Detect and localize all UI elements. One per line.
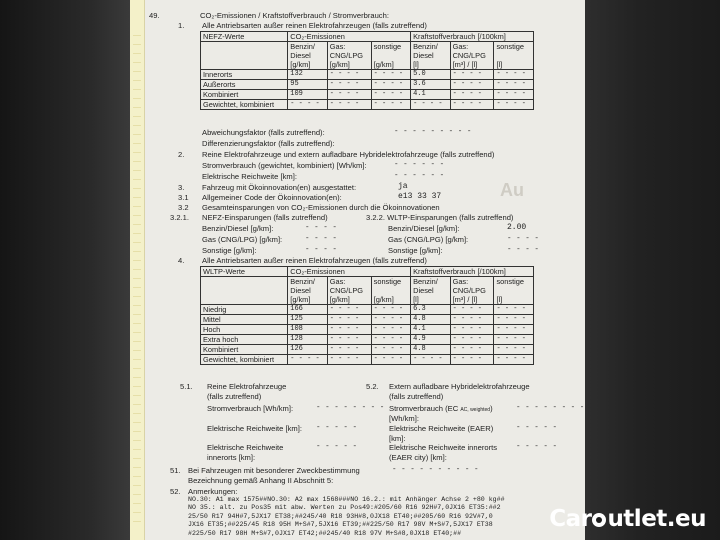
oeko-code-value: e13 33 37 [398, 192, 442, 201]
wltp-values-table [200, 266, 534, 365]
stromverbrauch-value: - - - - - - [394, 161, 445, 169]
ev-stromverbrauch-value: - - - - - - - - [316, 404, 385, 412]
section-3-number: 3. [178, 183, 185, 192]
ev-reichweite-innerorts-value: - - - - - [316, 443, 358, 451]
nefz-cell: - - - - [327, 90, 371, 100]
ev-stromverbrauch-label: Stromverbrauch [Wh/km]: [207, 404, 294, 413]
wltp-cell: 4.8 [411, 315, 450, 325]
einsp-right-value: 2.00 [507, 223, 527, 232]
wltp-cell: - - - - [450, 355, 494, 365]
wltp-cell: - - - - [450, 305, 494, 315]
section-4-number: 4. [178, 256, 185, 265]
abweichungsfaktor-value: - - - - - - - - - [394, 128, 472, 136]
nefz-cell: 95 [288, 80, 327, 90]
wltp-cell: - - - - [494, 305, 534, 315]
anmerkungen-label: Anmerkungen: [188, 487, 238, 496]
einsp-right-value: - - - - [507, 246, 539, 254]
nefz-row [201, 90, 534, 100]
section-5-2-title: Extern aufladbare Hybridelektrofahrzeuge [389, 382, 530, 391]
wltp-cell: 108 [288, 325, 327, 335]
nefz-cell: - - - - [371, 100, 410, 110]
section-5-2-number: 5.2. [366, 382, 379, 391]
background-left [0, 0, 130, 540]
nefz-col-sonstige-l: sonstige [l] [494, 42, 534, 70]
nefz-cell: - - - - [327, 80, 371, 90]
nefz-cell: 4.1 [411, 90, 450, 100]
wltp-cell: - - - - [327, 325, 371, 335]
wltp-cell: - - - - [288, 355, 327, 365]
document-page [130, 0, 585, 540]
zweckbestimmung-label: Bei Fahrzeugen mit besonderer Zweckbestimmung [188, 466, 360, 475]
einsp-left-label: Sonstige [g/km]: [202, 246, 257, 255]
wltp-cell: - - - - [327, 315, 371, 325]
wltp-cell: - - - - [494, 325, 534, 335]
wltp-col-sonstige-l: sonstige [l] [494, 277, 534, 305]
wltp-row [201, 345, 534, 355]
wltp-row-label: Hoch [201, 325, 288, 335]
section-52-number: 52. [170, 487, 181, 496]
ev-reichweite-innerorts-unit: innerorts [km]: [207, 453, 256, 462]
einsp-left-value: - - - - [305, 246, 337, 254]
wltp-cell: - - - - [450, 325, 494, 335]
wltp-cell: - - - - [371, 335, 410, 345]
phev-stromverbrauch-unit: [Wh/km]: [389, 414, 419, 423]
wltp-cell: - - - - [327, 345, 371, 355]
wltp-cell: 166 [288, 305, 327, 315]
nefz-einsparungen-label: NEFZ-Einsparungen (falls zutreffend) [202, 213, 328, 222]
nefz-cell: - - - - [494, 70, 534, 80]
nefz-col-gas-l: Gas: CNG/LPG [m³] / [l] [450, 42, 494, 70]
bezeichnung-label: Bezeichnung gemäß Anhang II Abschnitt 5: [188, 476, 334, 485]
nefz-co2-header: CO₂-Emissionen [288, 32, 411, 42]
phev-reichweite-innerorts-label: Elektrische Reichweite innerorts [389, 443, 498, 452]
section-5-1-number: 5.1. [180, 382, 193, 391]
wltp-cell: 4.1 [411, 325, 450, 335]
section-3-1-number: 3.1 [178, 193, 189, 202]
einsp-right-value: - - - - [507, 235, 539, 243]
wltp-cell: - - - - [371, 325, 410, 335]
nefz-col-benzin-l: Benzin/ Diesel [l] [411, 42, 450, 70]
nefz-row [201, 70, 534, 80]
section-49-1-title: Alle Antriebsarten außer reinen Elektrofahrzeugen (falls zutreffend) [202, 21, 427, 30]
nefz-row-label: Innerorts [201, 70, 288, 80]
wltp-cell: 125 [288, 315, 327, 325]
section-49-number: 49. [149, 11, 160, 20]
wltp-cell: - - - - [371, 345, 410, 355]
oekoinnovation-value: ja [398, 182, 408, 191]
phev-reichweite-label: Elektrische Reichweite (EAER) [389, 424, 494, 433]
section-3-2-1-number: 3.2.1. [170, 213, 189, 222]
section-5-1-title: Reine Elektrofahrzeuge [207, 382, 287, 391]
nefz-corner: NEFZ-Werte [201, 32, 288, 42]
stromverbrauch-label: Stromverbrauch (gewichtet, kombiniert) [Wh/km]: [202, 161, 367, 170]
wltp-row [201, 335, 534, 345]
anmerkungen-line: JX16 ET35;##225/45 R18 95H M+S#7,5JX16 ET39;##225/50 R17 98V M+S#7,5JX17 ET38 [188, 521, 493, 529]
einsp-left-label: Benzin/Diesel [g/km]: [202, 224, 274, 233]
wltp-cell: - - - - [371, 305, 410, 315]
ev-reichweite-label: Elektrische Reichweite [km]: [207, 424, 302, 433]
wltp-co2-header: CO₂-Emissionen [288, 267, 411, 277]
anmerkungen-line: NO 35.: alt. zu Pos35 mit abw. Werten zu Pos49:#205/60 R16 92H#7,0JX16 ET35:##2 [188, 504, 501, 512]
ev-reichweite-innerorts-label: Elektrische Reichweite [207, 443, 284, 452]
nefz-row-label: Außerorts [201, 80, 288, 90]
wltp-cell: - - - - [494, 315, 534, 325]
wltp-cell: - - - - [327, 355, 371, 365]
nefz-cell: - - - - [327, 100, 371, 110]
zweckbestimmung-value: - - - - - - - - - - [392, 466, 479, 474]
wltp-cell: - - - - [371, 315, 410, 325]
wltp-cell: - - - - [327, 335, 371, 345]
section-2-number: 2. [178, 150, 185, 159]
wltp-cell: - - - - [450, 345, 494, 355]
wltp-col-gas-g: Gas: CNG/LPG [g/km] [327, 277, 371, 305]
wltp-row-label: Niedrig [201, 305, 288, 315]
section-4-title: Alle Antriebsarten außer reinen Elektrofahrzeugen (falls zutreffend) [202, 256, 427, 265]
wltp-row-label: Gewichtet, kombiniert [201, 355, 288, 365]
nefz-cell: 109 [288, 90, 327, 100]
wltp-col-benzin-l: Benzin/ Diesel [l] [411, 277, 450, 305]
wltp-column-header-row [201, 277, 534, 305]
section-5-1-subtitle: (falls zutreffend) [207, 392, 262, 401]
nefz-row [201, 100, 534, 110]
nefz-row-label: Gewichtet, kombiniert [201, 100, 288, 110]
section-2-title: Reine Elektrofahrzeuge und extern aufladbare Hybridelektrofahrzeuge (falls zutreffend) [202, 150, 495, 159]
abweichungsfaktor-label: Abweichungsfaktor (falls zutreffend): [202, 128, 325, 137]
nefz-cell: - - - - [371, 80, 410, 90]
section-5-2-subtitle: (falls zutreffend) [389, 392, 444, 401]
gesamteinsparungen-label: Gesamteinsparungen von CO₂-Emissionen durch die Ökoinnovationen [202, 203, 440, 212]
oeko-code-label: Allgemeiner Code der Ökoinnovation(en): [202, 193, 342, 202]
wltp-cell: - - - - [371, 355, 410, 365]
einsp-left-value: - - - - [305, 235, 337, 243]
wltp-cell: 6.3 [411, 305, 450, 315]
ev-reichweite-value: - - - - - [316, 424, 358, 432]
nefz-cell: - - - - [494, 100, 534, 110]
anmerkungen-line: 25/50 R17 94H#7,5JX17 ET38;##245/40 R18 93H#8,0JX18 ET40;##205/60 R16 92V#7,0 [188, 512, 493, 520]
nefz-cell: 3.6 [411, 80, 450, 90]
wltp-cell: - - - - [494, 335, 534, 345]
wltp-cell: 4.8 [411, 345, 450, 355]
background-right [585, 0, 720, 540]
wltp-fuel-header: Kraftstoffverbrauch [/100km] [411, 267, 534, 277]
bleed-through: Au [500, 180, 524, 200]
section-51-number: 51. [170, 466, 181, 475]
wltp-cell: - - - - [411, 355, 450, 365]
wltp-row [201, 315, 534, 325]
wltp-cell: - - - - [494, 355, 534, 365]
anmerkungen-line: NO.30: A1 max 1575##NO.30: A2 max 1568###NO 16.2.: mit Anhänger Achse 2 +80 kg## [188, 496, 505, 503]
nefz-col-benzin-g: Benzin/ Diesel [g/km] [288, 42, 327, 70]
phev-reichweite-value: - - - - - [516, 424, 558, 432]
nefz-column-header-row [201, 42, 534, 70]
einsp-left-value: - - - - [305, 224, 337, 232]
nefz-cell: - - - - [450, 80, 494, 90]
nefz-cell: - - - - [450, 90, 494, 100]
anmerkungen-line: #225/50 R17 98H M+S#7,0JX17 ET42;##245/40 R18 97V M+S#8,0JX18 ET40;## [188, 529, 462, 537]
wltp-row [201, 355, 534, 365]
wltp-cell: - - - - [494, 345, 534, 355]
binding-strip [130, 0, 145, 540]
nefz-col-sonstige-g: sonstige [g/km] [371, 42, 410, 70]
nefz-cell: - - - - [288, 100, 327, 110]
watermark-logo-icon [592, 513, 606, 527]
wltp-cell: - - - - [327, 305, 371, 315]
section-49-1-number: 1. [178, 21, 185, 30]
phev-reichweite-unit: [km]: [389, 434, 406, 443]
wltp-col-benzin-g: Benzin/ Diesel [g/km] [288, 277, 327, 305]
phev-reichweite-innerorts-unit: (EAER city) [km]: [389, 453, 447, 462]
nefz-cell: - - - - [450, 70, 494, 80]
wltp-row-label: Kombiniert [201, 345, 288, 355]
nefz-fuel-header: Kraftstoffverbrauch [/100km] [411, 32, 534, 42]
reichweite-label: Elektrische Reichweite [km]: [202, 172, 297, 181]
oekoinnovation-label: Fahrzeug mit Ökoinnovation(en) ausgestattet: [202, 183, 357, 192]
reichweite-value: - - - - - - [394, 172, 445, 180]
nefz-cell: - - - - [411, 100, 450, 110]
wltp-cell: 128 [288, 335, 327, 345]
einsp-right-label: Benzin/Diesel [g/km]: [388, 224, 460, 233]
einsp-right-label: Sonstige [g/km]: [388, 246, 443, 255]
wltp-cell: 4.9 [411, 335, 450, 345]
wltp-cell: 126 [288, 345, 327, 355]
nefz-cell: - - - - [327, 70, 371, 80]
nefz-cell: - - - - [371, 70, 410, 80]
wltp-corner: WLTP-Werte [201, 267, 288, 277]
section-49-title: CO₂-Emissionen / Kraftstoffverbrauch / Stromverbrauch: [200, 11, 389, 20]
wltp-cell: - - - - [450, 315, 494, 325]
differenzierungsfaktor-label: Differenzierungsfaktor (falls zutreffend): [202, 139, 335, 148]
einsp-left-label: Gas (CNG/LPG) [g/km]: [202, 235, 283, 244]
phev-stromverbrauch-label: Stromverbrauch (EC AC, weighted) [389, 404, 493, 413]
wltp-row-label: Extra hoch [201, 335, 288, 345]
nefz-col-gas-g: Gas: CNG/LPG [g/km] [327, 42, 371, 70]
nefz-values-table [200, 31, 534, 110]
wltp-col-gas-l: Gas: CNG/LPG [m³] / [l] [450, 277, 494, 305]
nefz-cell: - - - - [450, 100, 494, 110]
nefz-cell: - - - - [371, 90, 410, 100]
nefz-cell: 5.0 [411, 70, 450, 80]
nefz-row [201, 80, 534, 90]
wltp-col-sonstige-g: sonstige [g/km] [371, 277, 410, 305]
anmerkungen-text [188, 496, 583, 538]
wltp-row-label: Mittel [201, 315, 288, 325]
section-3-2-number: 3.2 [178, 203, 189, 212]
wltp-cell: - - - - [450, 335, 494, 345]
nefz-cell: - - - - [494, 80, 534, 90]
nefz-cell: - - - - [494, 90, 534, 100]
phev-stromverbrauch-value: - - - - - - - - [516, 404, 585, 412]
nefz-cell: 132 [288, 70, 327, 80]
wltp-row [201, 325, 534, 335]
wltp-row [201, 305, 534, 315]
einsp-right-label: Gas (CNG/LPG) [g/km]: [388, 235, 469, 244]
wltp-einsparungen-label: 3.2.2. WLTP-Einsparungen (falls zutreffend) [366, 213, 514, 222]
nefz-row-label: Kombiniert [201, 90, 288, 100]
phev-reichweite-innerorts-value: - - - - - [516, 443, 558, 451]
caroutlet-watermark: Car utlet.eu [549, 506, 706, 532]
